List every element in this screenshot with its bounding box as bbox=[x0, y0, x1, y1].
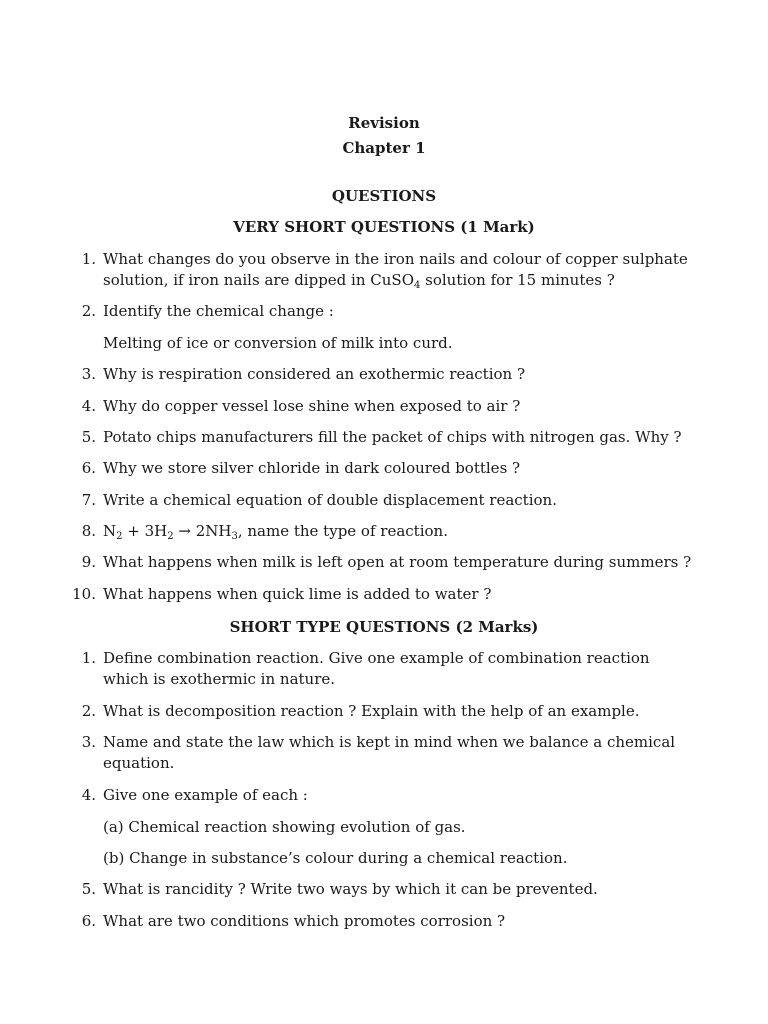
formula-part: N bbox=[103, 522, 117, 540]
question-text bbox=[103, 521, 692, 542]
formula-subscript: 2 bbox=[116, 531, 123, 542]
question-text: Why we store silver chloride in dark coloured bottles ? bbox=[103, 459, 521, 477]
question-number: 2. bbox=[81, 302, 96, 320]
question-text: What is rancidity ? Write two ways by which it can be prevented. bbox=[103, 880, 598, 898]
question-number: 3. bbox=[81, 365, 96, 383]
question-text: Potato chips manufacturers fill the packet of chips with nitrogen gas. Why ? bbox=[103, 428, 682, 446]
question-text: What is decomposition reaction ? Explain with the help of an example. bbox=[103, 702, 640, 720]
question-number: 9. bbox=[81, 553, 96, 571]
question-number: 4. bbox=[81, 397, 96, 415]
chapter-title: Chapter 1 bbox=[342, 139, 426, 157]
question-number: 4. bbox=[81, 786, 96, 804]
question-text: Name and state the law which is kept in mind when we balance a chemical equation. bbox=[103, 733, 676, 772]
question-number: 10. bbox=[72, 585, 96, 603]
question-number: 8. bbox=[81, 522, 96, 540]
q1-text-b: solution for 15 minutes ? bbox=[420, 271, 615, 289]
q1-subscript: 4 bbox=[414, 280, 421, 291]
formula-subscript: 3 bbox=[231, 531, 238, 542]
question-number: 3. bbox=[81, 733, 96, 751]
question-text: What are two conditions which promotes corrosion ? bbox=[103, 912, 506, 930]
question-number: 6. bbox=[81, 912, 96, 930]
revision-title: Revision bbox=[348, 114, 420, 132]
question-number: 5. bbox=[81, 428, 96, 446]
question-text: Define combination reaction. Give one example of combination reaction which is exothermic in nature. bbox=[103, 649, 650, 688]
formula-part: + 3H bbox=[122, 522, 168, 540]
formula-part: → 2NH bbox=[173, 522, 232, 540]
question-text: Give one example of each : bbox=[103, 786, 308, 804]
questions-heading: QUESTIONS bbox=[331, 187, 437, 205]
question-text-line-2 bbox=[103, 270, 692, 291]
question-number: 1. bbox=[81, 649, 96, 667]
question-text: What happens when quick lime is added to water ? bbox=[103, 585, 492, 603]
question-part-a: (a) Chemical reaction showing evolution of gas. bbox=[103, 818, 466, 836]
q1-text-a: solution, if iron nails are dipped in CuSO bbox=[103, 271, 414, 289]
question-text: Why is respiration considered an exothermic reaction ? bbox=[103, 365, 525, 383]
short-type-heading: SHORT TYPE QUESTIONS (2 Marks) bbox=[229, 618, 539, 636]
question-number: 5. bbox=[81, 880, 96, 898]
formula-part: , name the type of reaction. bbox=[237, 522, 448, 540]
question-number: 7. bbox=[81, 491, 96, 509]
question-number: 1. bbox=[81, 250, 96, 268]
very-short-heading: VERY SHORT QUESTIONS (1 Mark) bbox=[233, 218, 535, 236]
question-part-b: (b) Change in substance’s colour during a chemical reaction. bbox=[103, 849, 568, 867]
question-text-line-1: What changes do you observe in the iron nails and colour of copper sulphate bbox=[103, 250, 688, 268]
question-number: 6. bbox=[81, 459, 96, 477]
question-text: Write a chemical equation of double displacement reaction. bbox=[103, 491, 557, 509]
question-continuation: Melting of ice or conversion of milk into curd. bbox=[103, 334, 453, 352]
question-number: 2. bbox=[81, 702, 96, 720]
question-text: Identify the chemical change : bbox=[103, 302, 334, 320]
question-text: Why do copper vessel lose shine when exposed to air ? bbox=[103, 397, 521, 415]
formula-subscript: 2 bbox=[167, 531, 174, 542]
question-text: What happens when milk is left open at room temperature during summers ? bbox=[103, 553, 692, 571]
